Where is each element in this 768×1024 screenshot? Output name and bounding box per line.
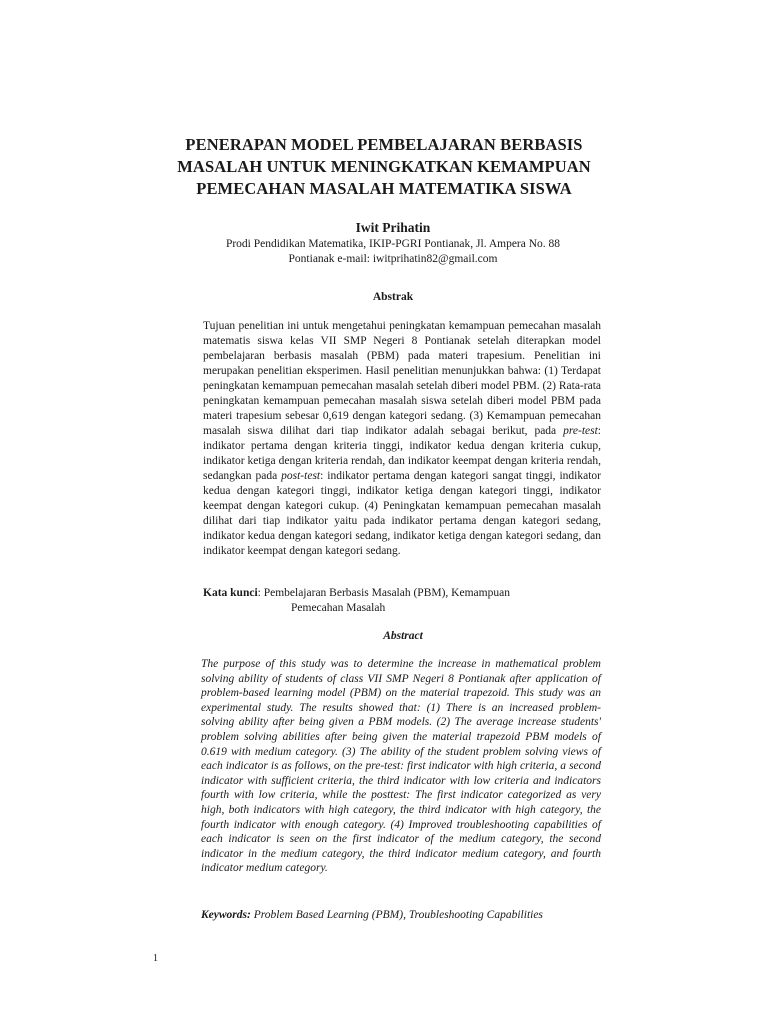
abstrak-paragraph bbox=[203, 319, 601, 559]
kata-kunci-text: Pemecahan Masalah bbox=[291, 601, 386, 614]
abstrak-emphasis: post-test bbox=[281, 470, 321, 482]
title-line: MASALAH UNTUK MENINGKATKAN KEMAMPUAN bbox=[177, 157, 591, 176]
keywords-label: Keywords: bbox=[201, 909, 251, 921]
affiliation-line: Prodi Pendidikan Matematika, IKIP-PGRI Pontianak, Jl. Ampera No. 88 bbox=[225, 238, 561, 250]
abstrak-text: : indikator pertama dengan kategori sangat tinggi, indikator kedua dengan kategori tinggi, indikator ketiga dengan kategori tinggi, indikator keempat dengan kategori cukup. (4) Peningkatan kemampuan pemecahan masalah dilihat dari tiap indikator yaitu pada indikator pertama dengan kategori sedang, indikator kedua dengan kategori sedang, indikator ketiga dengan kategori sedang, dan indikator keempat dengan kategori sedang. bbox=[203, 470, 601, 557]
kata-kunci bbox=[203, 586, 601, 615]
author-affiliation bbox=[0, 237, 768, 267]
footer-mark: 1 bbox=[153, 953, 158, 964]
abstrak-heading: Abstrak bbox=[372, 291, 414, 303]
title-line: PENERAPAN MODEL PEMBELAJARAN BERBASIS bbox=[185, 135, 583, 154]
abstract-paragraph: The purpose of this study was to determine the increase in mathematical problem solving ability of students of class VII SMP Negeri 8 Pontianak after application of problem-based learning model (PBM) on the material trapezoid. This study was an experimental study. The results showed that: (1) There is an increased problem-solving ability after being given a PBM models. (2) The average increase students' problem solving abilities after being given the material trapezoid PBM models of 0.619 with medium category. (3) The ability of the student problem solving views of each indicator is as follows, on the pre-test: first indicator with high criteria, a second indicator with sufficient criteria, the third indicator with low criteria and indicators fourth with low criteria, while the posttest: The first indicator categorized as very high, both indicators with high category, the third indicator with high category, the fourth indicator with enough category. (4) Improved troubleshooting capabilities of each indicator is seen on the first indicator of the medium category, the second indicator in the medium category, the third indicator medium category, and fourth indicator medium category. bbox=[201, 658, 601, 875]
abstrak-text: Tujuan penelitian ini untuk mengetahui peningkatan kemampuan pemecahan masalah matematis siswa kelas VII SMP Negeri 8 Pontianak setelah diterapkan model pembelajaran berbasis masalah (PBM) pada materi trapesium. Penelitian ini merupakan penelitian eksperimen. Hasil penelitian menunjukkan bahwa: (1) Terdapat peningkatan kemampuan pemecahan masalah setelah diberi model PBM. (2) Rata-rata peningkatan kemampuan pemecahan masalah siswa setelah diberi model PBM pada materi trapesium sebesar 0,619 dengan kategori sedang. (3) Kemampuan pemecahan masalah siswa dilihat dari tiap indikator adalah sebagai berikut, pada bbox=[203, 320, 601, 437]
abstrak-emphasis: pre-test bbox=[563, 425, 598, 437]
title-line: PEMECAHAN MASALAH MATEMATIKA SISWA bbox=[196, 179, 572, 198]
kata-kunci-label: Kata kunci bbox=[203, 587, 258, 599]
kata-kunci-text: : Pembelajaran Berbasis Masalah (PBM), Kemampuan bbox=[257, 587, 510, 599]
author-name: Iwit Prihatin bbox=[355, 220, 431, 235]
affiliation-line: Pontianak e-mail: iwitprihatin82@gmail.com bbox=[288, 253, 498, 265]
abstract-heading: Abstract bbox=[383, 630, 423, 642]
paper-title bbox=[150, 134, 618, 200]
keywords-text: Problem Based Learning (PBM), Troubleshooting Capabilities bbox=[250, 909, 543, 921]
abstrak-text: : indikator pertama dengan kriteria tinggi, indikator kedua dengan kriteria cukup, indikator ketiga dengan kriteria rendah, dan indikator keempat dengan kriteria rendah, sedangkan pada bbox=[203, 425, 601, 482]
keywords bbox=[201, 909, 621, 921]
